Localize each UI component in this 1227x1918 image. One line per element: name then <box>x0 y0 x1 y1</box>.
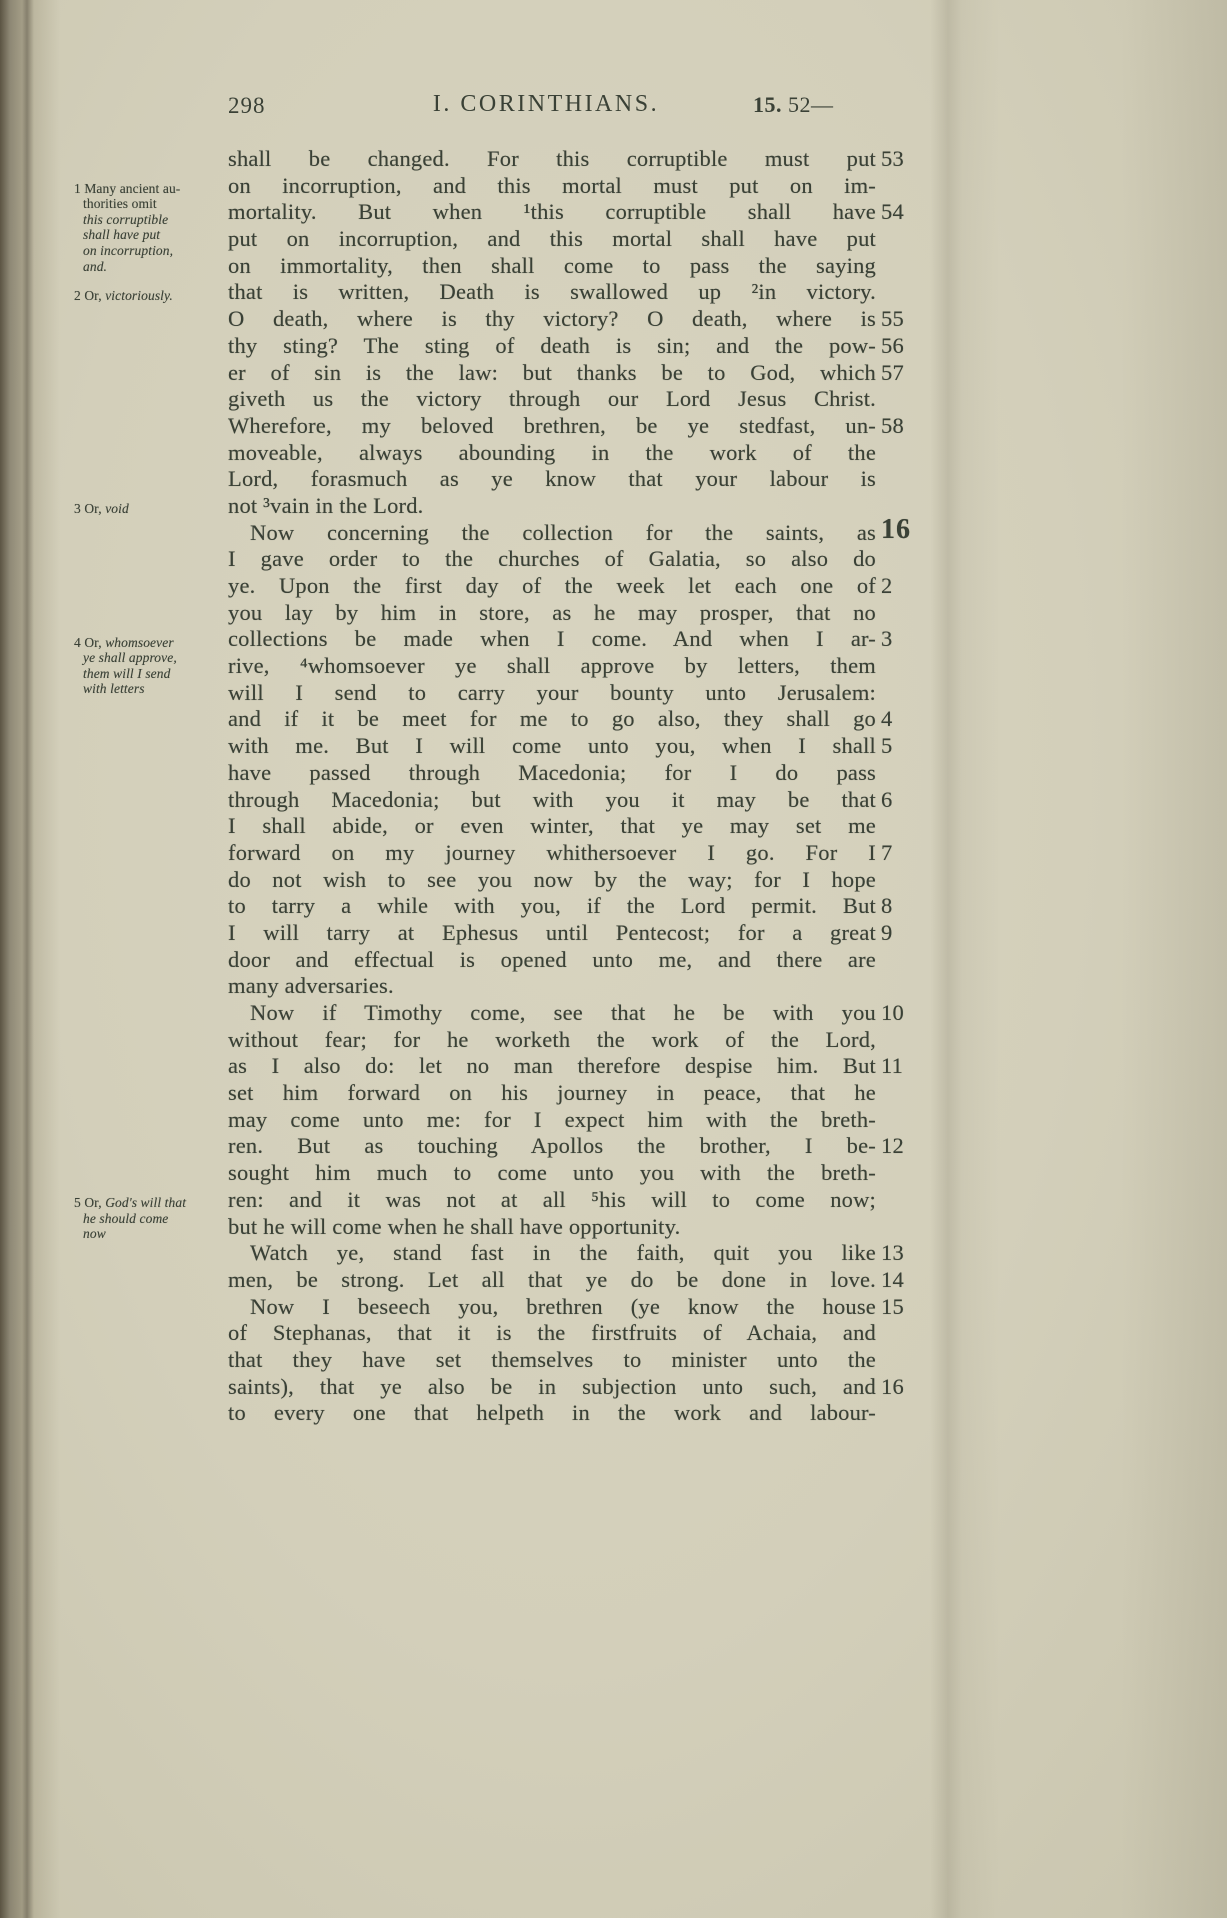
verse-number: 10 <box>881 1000 904 1025</box>
margin-note-line <box>74 635 226 651</box>
text-line <box>228 573 948 600</box>
note-italic-text: now <box>83 1226 106 1242</box>
text-line <box>228 413 948 440</box>
text-line <box>228 1347 948 1374</box>
verse-text: that is written, Death is swallowed up ²in victory. <box>228 279 876 305</box>
verse-text: thy sting? The sting of death is sin; and the pow- <box>228 332 876 358</box>
verse-text: on immortality, then shall come to pass the saying <box>228 252 876 278</box>
verse-number <box>876 279 933 306</box>
verse-text: mortality. But when ¹this corruptible shall have <box>228 199 876 225</box>
verse-text: put on incorruption, and this mortal shall have put <box>228 226 876 252</box>
verse-number: 13 <box>881 1240 904 1266</box>
text-line <box>228 973 948 1000</box>
verse-text: saints), that ye also be in subjection unto such, and <box>228 1373 876 1399</box>
verse-text: sought him much to come unto you with the breth- <box>228 1160 876 1186</box>
verse-text: do not wish to see you now by the way; for I hope <box>228 866 876 892</box>
verse-text: as I also do: let no man therefore despise him. But <box>228 1053 876 1079</box>
verse-text: collections be made when I come. And when I ar- <box>228 626 876 652</box>
note-italic-text: and. <box>83 258 108 274</box>
text-line <box>228 493 948 520</box>
verse-text: without fear; for he worketh the work of the Lord, <box>228 1026 876 1052</box>
verse-text: of Stephanas, that it is the firstfruits of Achaia, and <box>228 1320 876 1346</box>
verse-text: Now I beseech you, brethren (ye know the house <box>250 1293 876 1319</box>
text-line <box>228 626 948 653</box>
verse-number <box>876 600 933 627</box>
verse-text: giveth us the victory through our Lord Jesus Christ. <box>228 386 876 412</box>
verse-text: Lord, forasmuch as ye know that your labour is <box>228 466 876 492</box>
note-label-text: 2 Or, <box>74 287 106 303</box>
verse-text: ren. But as touching Apollos the brother, I be- <box>228 1133 876 1159</box>
margin-note-line <box>74 227 226 243</box>
text-line <box>228 1107 948 1134</box>
verse-text: not ³vain in the Lord. <box>228 492 424 518</box>
verse-number: 56 <box>881 332 904 358</box>
text-line <box>228 546 948 573</box>
verse-number <box>876 1107 933 1134</box>
verse-number: 12 <box>881 1133 904 1159</box>
note-italic-text: with letters <box>83 681 145 697</box>
text-line <box>228 1294 948 1321</box>
running-head-title: I. CORINTHIANS. <box>432 91 660 117</box>
verse-number: 4 <box>881 706 893 732</box>
verse-number: 57 <box>881 359 904 385</box>
note-italic-text: whomsoever <box>105 634 174 650</box>
text-line <box>228 199 948 226</box>
text-line <box>228 1267 948 1294</box>
verse-number <box>876 386 933 413</box>
text-line <box>228 840 948 867</box>
verse-text: with me. But I will come unto you, when I shall <box>228 733 876 759</box>
verse-number <box>876 1080 933 1107</box>
running-head-reference <box>753 92 834 118</box>
verse-number: 14 <box>881 1266 904 1292</box>
verse-number: 54 <box>881 199 904 225</box>
verse-text: through Macedonia; but with you it may be that <box>228 786 876 812</box>
verse-text: that they have set themselves to minister unto the <box>228 1346 876 1372</box>
text-line <box>228 386 948 413</box>
margin-notes-column <box>74 146 226 1546</box>
text-line <box>228 333 948 360</box>
chapter-number: 16 <box>881 513 911 545</box>
verse-text: you lay by him in store, as he may prosper, that no <box>228 599 876 625</box>
text-line <box>228 1374 948 1401</box>
margin-note-line <box>74 1195 226 1211</box>
text-line <box>228 466 948 493</box>
margin-note-line <box>74 681 226 697</box>
margin-note-line <box>74 1226 226 1242</box>
verse-number <box>876 760 933 787</box>
verse-number <box>876 253 933 280</box>
margin-note-line <box>74 650 226 666</box>
text-line <box>228 787 948 814</box>
text-line <box>228 867 948 894</box>
verse-number: 53 <box>881 146 904 171</box>
note-italic-text: victoriously. <box>105 287 173 303</box>
verse-number: 5 <box>881 733 893 759</box>
verse-number: 9 <box>881 919 893 945</box>
text-line <box>228 1080 948 1107</box>
margin-note-line <box>74 501 226 517</box>
verse-number <box>876 680 933 707</box>
text-line <box>228 733 948 760</box>
verse-number <box>876 1320 933 1347</box>
verse-text: but he will come when he shall have opportunity. <box>228 1213 681 1239</box>
verse-text: to tarry a while with you, if the Lord permit. But <box>228 893 876 919</box>
text-line <box>228 1214 948 1241</box>
verse-text: forward on my journey whithersoever I go. For I <box>228 839 876 865</box>
margin-note-line <box>74 259 226 275</box>
verse-number <box>876 813 933 840</box>
reference-verse: 52— <box>782 92 834 117</box>
note-label-text: 1 Many ancient au- <box>74 180 181 196</box>
margin-note <box>74 288 226 304</box>
verse-number <box>876 226 933 253</box>
verse-number: 15 <box>881 1293 904 1319</box>
verse-number: 7 <box>881 839 893 865</box>
verse-number <box>876 546 933 573</box>
text-line <box>228 920 948 947</box>
note-label-text: 4 Or, <box>74 634 106 650</box>
text-line <box>228 1027 948 1054</box>
verse-number <box>876 1347 933 1374</box>
text-line <box>228 279 948 306</box>
note-italic-text: this corruptible <box>83 211 169 227</box>
margin-note-line <box>74 288 226 304</box>
verse-text: I will tarry at Ephesus until Pentecost; for a great <box>228 919 876 945</box>
text-line <box>228 513 948 547</box>
text-line <box>228 1400 948 1427</box>
verse-number: 8 <box>881 893 893 919</box>
verse-number: 58 <box>881 412 904 438</box>
verse-text: ye. Upon the first day of the week let each one of <box>228 573 876 598</box>
margin-note-line <box>74 181 226 197</box>
text-line <box>228 1160 948 1187</box>
verse-text: shall be changed. For this corruptible must put <box>228 146 876 171</box>
verse-number: 11 <box>881 1053 904 1079</box>
verse-text: men, be strong. Let all that ye do be done in love. <box>228 1266 876 1292</box>
verse-number <box>876 173 933 200</box>
verse-number <box>876 867 933 894</box>
verse-text: set him forward on his journey in peace, that he <box>228 1080 876 1106</box>
margin-note-line <box>74 666 226 682</box>
note-italic-text: he should come <box>83 1210 169 1226</box>
note-label-text: 3 Or, <box>74 501 106 517</box>
margin-note <box>74 635 226 697</box>
verse-text: ren: and it was not at all ⁵his will to come now; <box>228 1186 876 1212</box>
text-line <box>228 1053 948 1080</box>
verse-number <box>876 1400 933 1427</box>
note-italic-text: void <box>105 501 129 517</box>
verse-text: Now if Timothy come, see that he be with you <box>250 1000 876 1025</box>
verse-number <box>876 1187 933 1214</box>
text-line <box>228 146 948 173</box>
verse-text: Watch ye, stand fast in the faith, quit you like <box>250 1240 876 1266</box>
verse-number <box>876 440 933 467</box>
text-line <box>228 1187 948 1214</box>
verse-number: 2 <box>881 573 893 598</box>
verse-text: er of sin is the law: but thanks be to God, which <box>228 359 876 385</box>
verse-text: on incorruption, and this mortal must put on im- <box>228 172 876 198</box>
verse-text: door and effectual is opened unto me, and there are <box>228 946 876 972</box>
verse-text: will I send to carry your bounty unto Jerusalem: <box>228 679 876 705</box>
text-line <box>228 173 948 200</box>
text-line <box>228 1320 948 1347</box>
text-line <box>228 600 948 627</box>
verse-text: have passed through Macedonia; for I do pass <box>228 759 876 785</box>
verse-text: Wherefore, my beloved brethren, be ye stedfast, un- <box>228 412 876 438</box>
text-line <box>228 226 948 253</box>
verse-number: 6 <box>881 786 893 812</box>
margin-note <box>74 501 226 517</box>
verse-text: I shall abide, or even winter, that ye may set me <box>228 813 876 839</box>
text-line <box>228 947 948 974</box>
text-line <box>228 360 948 387</box>
text-line <box>228 440 948 467</box>
text-line <box>228 760 948 787</box>
text-line <box>228 253 948 280</box>
note-italic-text: shall have put <box>83 227 161 243</box>
text-line <box>228 893 948 920</box>
verse-number <box>876 973 933 1000</box>
note-italic-text: on incorruption, <box>83 243 174 259</box>
verse-number: 3 <box>881 626 893 652</box>
verse-text: may come unto me: for I expect him with the breth- <box>228 1106 876 1132</box>
verse-text: many adversaries. <box>228 973 394 999</box>
note-italic-text: ye shall approve, <box>83 650 177 666</box>
note-label-text: 5 Or, <box>74 1195 106 1211</box>
verse-text: I gave order to the churches of Galatia, so also do <box>228 546 876 572</box>
reference-chapter: 15. <box>753 92 782 117</box>
text-line <box>228 680 948 707</box>
margin-note <box>74 1195 226 1242</box>
note-italic-text: them will I send <box>83 665 171 681</box>
verse-text: rive, ⁴whomsoever ye shall approve by letters, them <box>228 653 876 679</box>
verse-text: and if it be meet for me to go also, they shall go <box>228 706 876 732</box>
text-line <box>228 1000 948 1027</box>
text-line <box>228 1240 948 1267</box>
text-line <box>228 306 948 333</box>
verse-number <box>876 1160 933 1187</box>
margin-note-line <box>74 243 226 259</box>
margin-note-line <box>74 196 226 212</box>
verse-number <box>876 1214 933 1241</box>
verse-number <box>876 466 933 493</box>
verse-number <box>876 1027 933 1054</box>
text-lines <box>228 146 948 1427</box>
margin-note-line <box>74 1211 226 1227</box>
verse-text: O death, where is thy victory? O death, where is <box>228 306 876 332</box>
verse-number: 16 <box>881 1373 904 1399</box>
margin-note-line <box>74 212 226 228</box>
note-label-text: thorities omit <box>83 196 157 212</box>
verse-number <box>876 653 933 680</box>
verse-text: moveable, always abounding in the work of the <box>228 439 876 465</box>
verse-number <box>876 947 933 974</box>
verse-text: Now concerning the collection for the saints, as <box>250 519 876 545</box>
margin-note <box>74 181 226 275</box>
text-line <box>228 653 948 680</box>
verse-number: 55 <box>881 306 904 332</box>
text-line <box>228 706 948 733</box>
text-line <box>228 1133 948 1160</box>
note-italic-text: God's will that <box>105 1195 187 1211</box>
verse-text: to every one that helpeth in the work and labour- <box>228 1400 876 1426</box>
text-line <box>228 813 948 840</box>
page-number: 298 <box>228 93 266 118</box>
